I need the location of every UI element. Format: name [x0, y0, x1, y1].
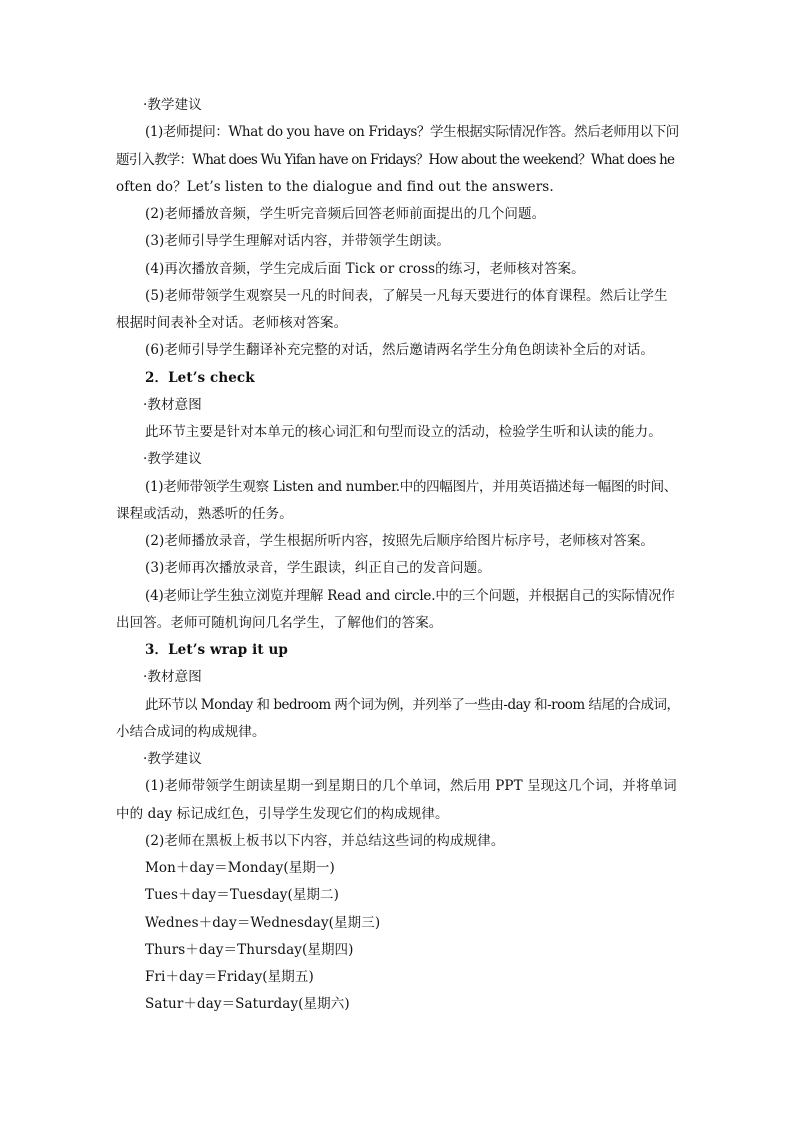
wrap-paragraph-2: (2)老师在黑板上板书以下内容，并总结这些词的构成规律。 [145, 833, 505, 849]
material-intent-label: ·教材意图 [143, 397, 202, 413]
paragraph-5-line-2: 根据时间表补全对话。老师核对答案。 [116, 315, 348, 331]
wrap-intent-line-1: 此环节以 Monday 和 bedroom 两个词为例，并列举了一些由-day 和-room 结尾的合成词， [145, 697, 680, 713]
check-paragraph-4-line-1: (4)老师让学生独立浏览并理解 Read and circle.中的三个问题，并根据自己的实际情况作 [145, 588, 675, 604]
material-intent-text: 此环节主要是针对本单元的核心词汇和句型而设立的活动，检验学生听和认读的能力。 [145, 424, 662, 440]
compound-word-line: Wednes＋day＝Wednesday(星期三) [145, 915, 381, 931]
paragraph-4: (4)再次播放音频，学生完成后面 Tick or cross的练习，老师核对答案。 [145, 261, 585, 277]
check-paragraph-1-line-2: 课程或活动，熟悉听的任务。 [116, 506, 293, 522]
wrap-paragraph-1-line-1: (1)老师带领学生朗读星期一到星期日的几个单词，然后用 PPT 呈现这几个词，并将单词 [145, 778, 677, 794]
wrap-paragraph-1-line-2: 中的 day 标记成红色，引导学生发现它们的构成规律。 [116, 806, 449, 822]
teaching-suggestion-label: ·教学建议 [143, 97, 202, 113]
paragraph-5-line-1: (5)老师带领学生观察吴一凡的时间表，了解吴一凡每天要进行的体育课程。然后让学生 [145, 288, 668, 304]
material-intent-label: ·教材意图 [143, 669, 202, 685]
teaching-suggestion-label: ·教学建议 [143, 451, 202, 467]
compound-word-line: Satur＋day＝Saturday(星期六) [145, 996, 350, 1012]
paragraph-6: (6)老师引导学生翻译补充完整的对话，然后邀请两名学生分角色朗读补全后的对话。 [145, 342, 655, 358]
section-heading-lets-wrap-it-up: 3．Let’s wrap it up [145, 642, 288, 658]
teaching-suggestion-label: ·教学建议 [143, 751, 202, 767]
check-paragraph-4-line-2: 出回答。老师可随机询问几名学生，了解他们的答案。 [116, 615, 443, 631]
paragraph-1-line-1: (1)老师提问：What do you have on Fridays？学生根据实际情况作答。然后老师用以下问 [145, 124, 679, 140]
paragraph-3: (3)老师引导学生理解对话内容，并带领学生朗读。 [145, 233, 451, 249]
section-heading-lets-check: 2．Let’s check [145, 370, 255, 386]
paragraph-1-line-2: 题引入教学：What does Wu Yifan have on Fridays？How about the weekend？What does he [116, 152, 675, 168]
paragraph-2: (2)老师播放音频，学生听完音频后回答老师前面提出的几个问题。 [145, 206, 546, 222]
check-paragraph-2: (2)老师播放录音，学生根据所听内容，按照先后顺序给图片标序号，老师核对答案。 [145, 533, 655, 549]
compound-word-line: Mon＋day＝Monday(星期一) [145, 860, 335, 876]
check-paragraph-1-line-1: (1)老师带领学生观察 Listen and number.中的四幅图片，并用英语描述每一幅图的时间、 [145, 479, 677, 495]
compound-word-line: Thurs＋day＝Thursday(星期四) [145, 942, 354, 958]
compound-word-line: Fri＋day＝Friday(星期五) [145, 969, 314, 985]
paragraph-1-line-3: often do？Let’s listen to the dialogue and find out the answers. [116, 179, 554, 195]
wrap-intent-line-2: 小结合成词的构成规律。 [116, 724, 266, 740]
compound-word-line: Tues＋day＝Tuesday(星期二) [145, 887, 340, 903]
check-paragraph-3: (3)老师再次播放录音，学生跟读，纠正自己的发音问题。 [145, 560, 491, 576]
